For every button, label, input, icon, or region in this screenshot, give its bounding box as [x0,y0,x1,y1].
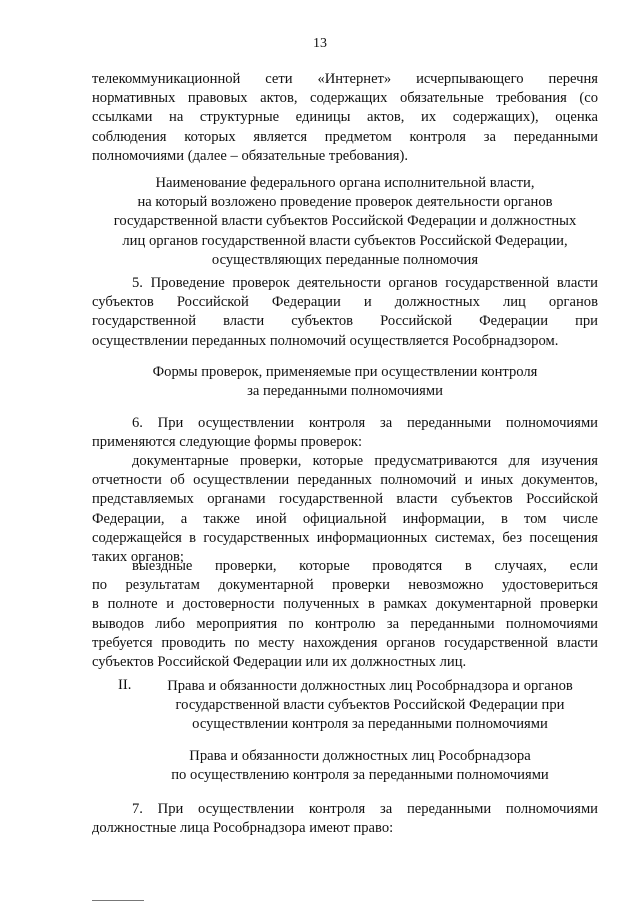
heading-line: Наименование федерального органа исполнительной власти, [155,175,535,191]
paragraph-line: документарные проверки, которые предусматриваются для изучения [132,453,598,469]
section-2-heading [130,677,610,735]
intro-line: нормативных правовых актов, содержащих обязательные требования (со [92,90,598,107]
paragraph-onsite-checks [92,557,598,672]
footer-rule [92,900,144,901]
heading-line: за переданными полномочиями [247,383,443,400]
paragraph-line: по результатам документарной проверки невозможно удостовериться [92,577,598,594]
intro-paragraph [92,70,598,166]
heading-rights-duties [100,747,620,785]
paragraph-line: выводов либо мероприятия по контролю за переданными полномочиями [92,615,598,632]
paragraph-line: в полноте и достоверности полученных в рамках документарной проверки [92,596,598,613]
intro-line: полномочиями (далее – обязательные требования). [92,147,408,164]
heading-line: на который возложено проведение проверок деятельности органов [137,194,553,211]
heading-line: Права и обязанности должностных лиц Рособрнадзора [189,748,531,764]
paragraph-line: субъектов Российской Федерации и должностных лиц органов [92,294,598,311]
page-number: 13 [313,36,327,51]
heading-federal-body [80,174,610,270]
heading-check-forms [80,363,610,401]
paragraph-line: отчетности об осуществлении переданных полномочий и иных документов, [92,472,598,489]
intro-line: ссылками на структурные единицы актов, их содержащих), оценка [92,109,598,126]
paragraph-6 [92,414,598,452]
paragraph-line: содержащейся в государственных информационных системах, без посещения [92,529,598,546]
paragraph-line: должностные лица Рособрнадзора имеют право: [92,820,394,837]
heading-line: осуществлении контроля за переданными полномочиями [192,716,548,733]
paragraph-line: 6. При осуществлении контроля за переданными полномочиями [132,415,598,431]
paragraph-7 [92,800,598,838]
paragraph-line: государственной власти субъектов Российской Федерации при [92,313,598,330]
intro-line: телекоммуникационной сети «Интернет» исчерпывающего перечня [92,71,598,87]
paragraph-line: представляемых органами государственной власти субъектов Российской [92,491,598,508]
paragraph-line: таких органов; [92,549,184,566]
paragraph-line: 5. Проведение проверок деятельности органов государственной власти [132,275,598,291]
paragraph-line: субъектов Российской Федерации или их должностных лиц. [92,654,467,671]
paragraph-line: осуществлении переданных полномочий осуществляется Рособрнадзором. [92,332,559,349]
section-numeral: II. [118,677,132,693]
heading-line: осуществляющих переданные полномочия [211,251,479,268]
paragraph-line: выездные проверки, которые проводятся в случаях, если [132,558,598,574]
intro-line: соблюдения которых является предметом контроля за переданными [92,128,598,145]
heading-line: по осуществлению контроля за переданными полномочиями [171,767,549,784]
paragraph-line: применяются следующие формы проверок: [92,434,363,451]
heading-line: государственной власти субъектов Российской Федерации и должностных [113,213,577,230]
paragraph-documentary-checks [92,452,598,567]
paragraph-5 [92,274,598,351]
paragraph-line: Федерации, а также иной официальной информации, в том числе [92,510,598,527]
paragraph-line: требуется проводить по месту нахождения органов государственной власти [92,634,598,651]
heading-line: Формы проверок, применяемые при осуществлении контроля [152,364,538,380]
paragraph-line: 7. При осуществлении контроля за переданными полномочиями [132,801,598,817]
heading-line: Права и обязанности должностных лиц Рособрнадзора и органов [167,678,573,694]
heading-line: государственной власти субъектов Российской Федерации при [175,697,565,714]
heading-line: лиц органов государственной власти субъектов Российской Федерации, [122,232,568,249]
